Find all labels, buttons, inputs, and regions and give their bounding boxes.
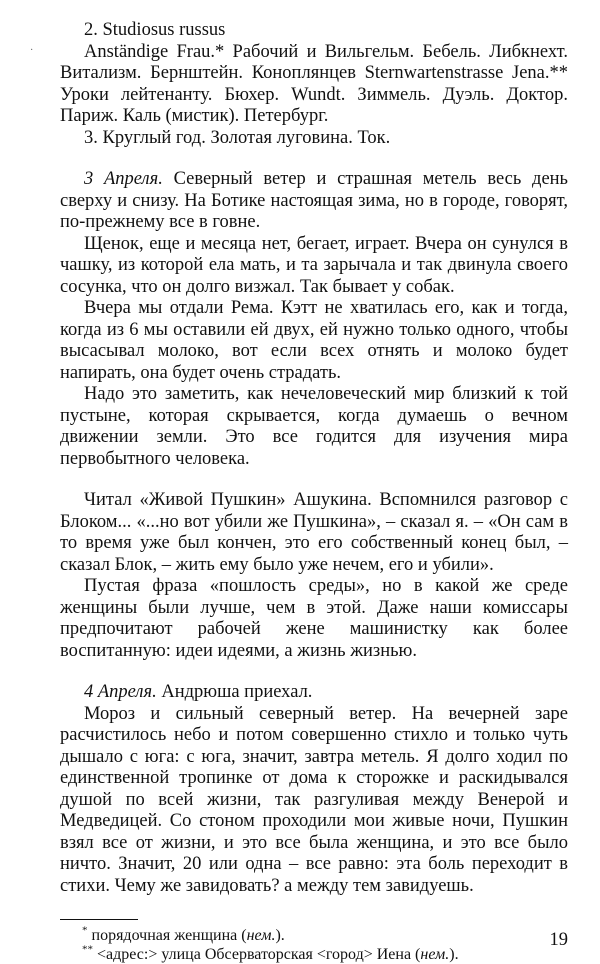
footnote-2 xyxy=(60,945,568,964)
footnote-end: ). xyxy=(449,946,459,963)
entry-pushkin-p2: Пустая фраза «пошлость среды», но в какой же среде женщины были лучше, чем в этой. Даже наши комиссары предпочитают рабочей жене машинистку как более воспитанную: идеи идеями, а жизнь жизнью. xyxy=(60,576,568,661)
list-item-3: 3. Круглый год. Золотая луговина. Ток. xyxy=(84,127,391,148)
entry-april4-p2: Мороз и сильный северный ветер. На вечерней заре расчистилось небо и потом совершенно стихло и только чуть дышало с юга: с юга, значит, завтра метель. Я долго ходил по единственной тропинке от дома к сторожке и раскидывался душой по всей жизни, так разгуливая между Венерой и Медведицей. Со стоном проходили мои живые ночи, Пушкин взял все от жизни, и это все была женщина, и это все было ничто. Значит, 20 или одна – все равно: эта боль переходит в стихи. Чему же завидовать? а между тем завидуешь. xyxy=(60,703,568,896)
page-number: 19 xyxy=(549,930,568,950)
margin-mark: · xyxy=(30,45,34,56)
entry-april3-p4: Надо это заметить, как нечеловеческий мир близкий к той пустыне, которая скрывается, когда думаешь о вечном движении земли. Это все годится для изучения мира первобытного человека. xyxy=(60,384,568,469)
footnote-lang: нем. xyxy=(246,927,276,944)
footnote-1 xyxy=(60,926,568,945)
entry-pushkin-p1: Читал «Живой Пушкин» Ашукина. Вспомнился разговор с Блоком... «...но вот убили же Пушкина», – сказал я. – «Он сам в то время уже был кончен, это его собственный конец был, – сказал Блок, – жить ему было уже нечем, его и убили». xyxy=(60,490,568,575)
page-body xyxy=(60,20,568,964)
footnote-end: ). xyxy=(275,927,285,944)
footnote-marker: ** xyxy=(82,943,93,956)
footnote-divider xyxy=(60,919,138,920)
entry-april3-p2: Щенок, еще и месяца нет, бегает, играет. Вчера он сунулся в чашку, из которой ела мать, и та зарычала и так двинула своего сосунка, что он долго визжал. Так бывает у собак. xyxy=(60,233,568,297)
entry-april4-p1 xyxy=(60,682,568,704)
list-item-2-title: 2. Studiosus russus xyxy=(84,20,226,40)
paragraph-text: Андрюша приехал. xyxy=(156,682,313,702)
list-item-2-body: Anständige Frau.* Рабочий и Вильгельм. Бебель. Либкнехт. Витализм. Бернштейн. Коноплянцев Sternwartenstrasse Jena.** Уроки лейтенанту. Бюхер. Wundt. Зиммель. Дуэль. Доктор. Париж. Каль (мистик). Петербург. xyxy=(60,41,568,126)
entry-april3-p1 xyxy=(60,169,568,234)
entry-date: 3 Апреля. xyxy=(84,169,163,189)
footnote-marker: * xyxy=(82,924,88,937)
entry-date: 4 Апреля. xyxy=(84,682,157,702)
entry-april3-p3: Вчера мы отдали Рема. Кэтт не хватилась его, как и тогда, когда из 6 мы оставили ей двух, ей нужно только одного, чтобы высасывал молоко, вот если всех отнять и молоко будет напирать, она будет очень страдать. xyxy=(60,298,568,383)
footnote-text: порядочная женщина ( xyxy=(87,927,247,944)
paragraph-text: Северный ветер и страшная метель весь день сверху и снизу. На Ботике настоящая зима, но в городе, говорят, по-прежнему все в говне. xyxy=(60,169,568,232)
footnote-text: <адрес:> улица Обсерваторская <город> Иена ( xyxy=(93,946,421,963)
footnote-lang: нем. xyxy=(420,946,450,963)
